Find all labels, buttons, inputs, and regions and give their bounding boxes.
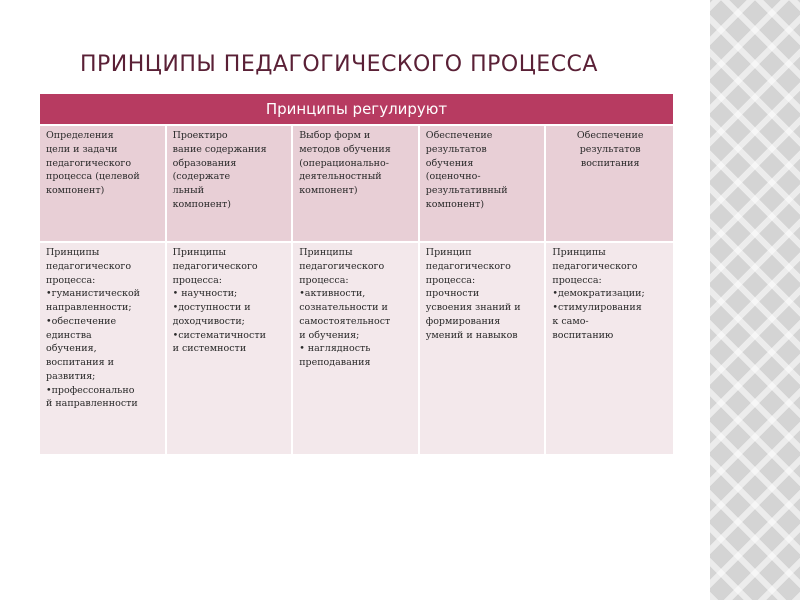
table-cell-principles-goal: Принципы педагогического процесса: •гуманистической направленности; •обеспечение единства обучения, воспитания и развития; •профессонально й направленности — [40, 241, 167, 454]
table-cell-component-operational: Выбор форм и методов обучения (операционально- деятельностный компонент) — [293, 124, 420, 241]
table-cell-principles-upbringing: Принципы педагогического процесса: •демократизации; •стимулирования к само- воспитанию — [546, 241, 673, 454]
table-cell-component-evaluative: Обеспечение результатов обучения (оценочно- результативный компонент) — [420, 124, 547, 241]
principles-table — [40, 94, 673, 454]
table-row-components — [40, 124, 673, 241]
table-cell-principles-operational: Принципы педагогического процесса: •активности, сознательности и самостоятельност и обучения; • наглядность преподавания — [293, 241, 420, 454]
table-cell-component-upbringing: Обеспечение результатов воспитания — [546, 124, 673, 241]
table-cell-component-goal: Определения цели и задачи педагогического процесса (целевой компонент) — [40, 124, 167, 241]
table-cell-principles-content: Принципы педагогического процесса: • научности; •доступности и доходчивости; •систематичности и системности — [167, 241, 294, 454]
table-cell-component-content: Проектиро вание содержания образования (содержате льный компонент) — [167, 124, 294, 241]
decorative-side-pattern — [710, 0, 800, 600]
slide-title: ПРИНЦИПЫ ПЕДАГОГИЧЕСКОГО ПРОЦЕССА — [80, 52, 598, 77]
table-header: Принципы регулируют — [40, 94, 673, 124]
table-row-principles — [40, 241, 673, 454]
table-cell-principles-evaluative: Принцип педагогического процесса: прочности усвоения знаний и формирования умений и навыков — [420, 241, 547, 454]
